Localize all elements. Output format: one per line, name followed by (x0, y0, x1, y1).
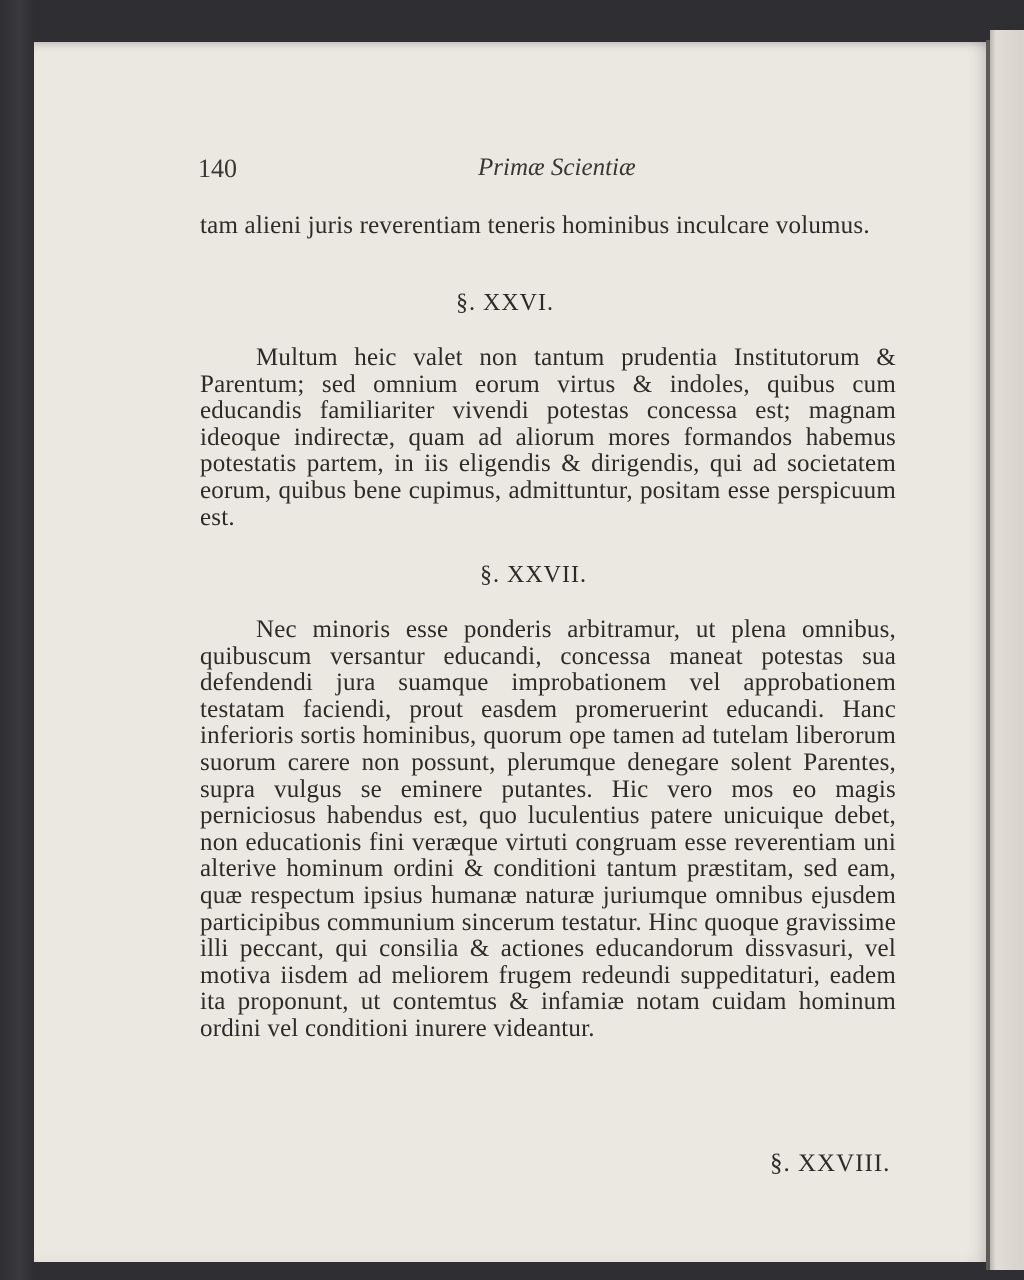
section-27-paragraph (200, 617, 896, 1043)
page-gutter (986, 40, 990, 1270)
running-title: Primæ Scientiæ (478, 154, 636, 181)
section-26-paragraph (200, 345, 896, 531)
page-header (198, 154, 898, 194)
section-heading-27: §. XXVII. (480, 562, 587, 588)
section-heading-26: §. XXVI. (456, 290, 554, 316)
section-27-text: Nec minoris esse ponderis arbitramur, ut plena omnibus, quibuscum versantur educandi, concessa maneat potestas sua defendendi jura suamque improbationem vel approbationem testatam faciendi, prout easdem promeruerint educandi. Hanc inferioris sortis hominibus, quorum ope tamen ad tutelam liberorum suorum carere non possunt, plerumque denegare solent Parentes, supra vulgus se eminere putantes. Hic vero mos eo magis perniciosus habendus est, quo luculentius patere unicuique debet, non educationis fini veræque virtuti congruam esse reverentiam uni alterive hominum ordini & conditioni tantum præstitam, sed eam, quæ respectum ipsius humanæ naturæ juriumque omnibus ejusdem participibus communium sincerum testatur. Hinc quoque gravissime illi peccant, qui consilia & actiones educandorum dissvasuri, vel motiva iisdem ad meliorem frugem redeundi suppeditaturi, eadem ita proponunt, ut contemtus & infamiæ notam cuidam hominum ordini vel conditioni inurere videantur. (200, 616, 896, 1042)
carry-over-text: tam alieni juris reverentiam teneris hominibus inculcare volumus. (200, 212, 870, 239)
page-number: 140 (198, 154, 237, 183)
section-26-text: Multum heic valet non tantum prudentia Institutorum & Parentum; sed omnium eorum virtus & indoles, quibus cum educandis familiariter vivendi potestas concessa est; magnam ideoque indirectæ, quam ad aliorum mores formandos habemus potestatis partem, in iis eligendis & dirigendis, qui ad societatem eorum, quibus bene cupimus, admittuntur, positam esse perspicuum est. (200, 344, 896, 531)
catchword: §. XXVIII. (770, 1150, 891, 1177)
next-page-edge (990, 30, 1024, 1270)
carry-over-paragraph (200, 213, 896, 240)
